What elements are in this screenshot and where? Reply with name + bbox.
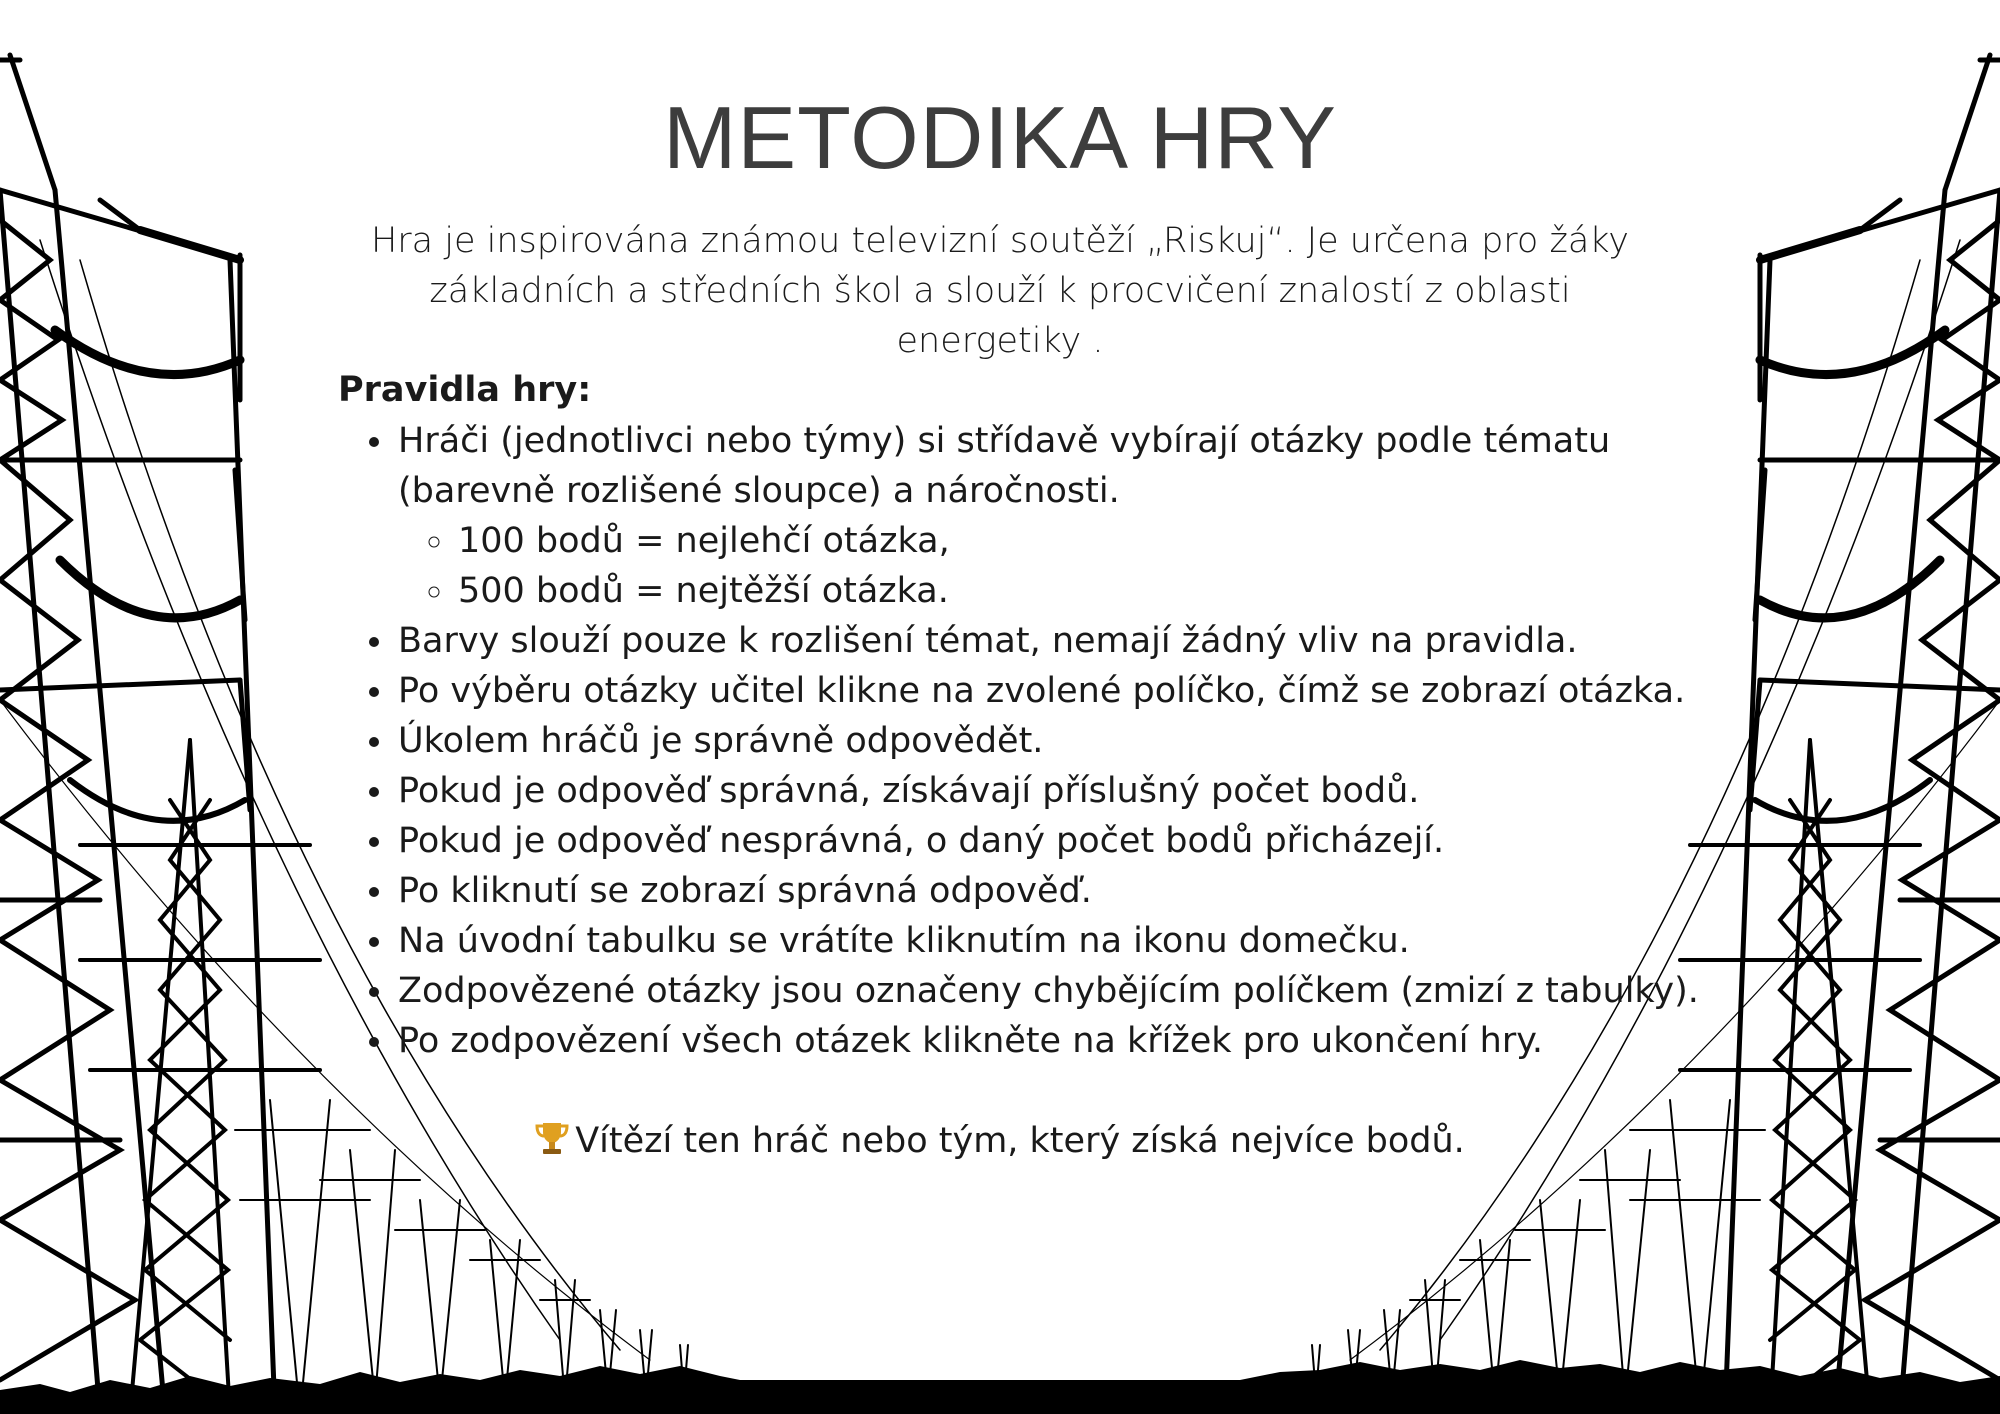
- winner-text: Vítězí ten hráč nebo tým, který získá nejvíce bodů.: [575, 1121, 1465, 1161]
- points-sublist: [398, 516, 1726, 616]
- list-item: ◦ 100 bodů = nejlehčí otázka,: [456, 516, 1726, 566]
- list-item: • Barvy slouží pouze k rozlišení témat, nemají žádný vliv na pravidla.: [396, 616, 1726, 666]
- list-item: • Úkolem hráčů je správně odpovědět.: [396, 716, 1726, 766]
- list-item: • Po kliknutí se zobrazí správná odpověď.: [396, 866, 1726, 916]
- rules-heading: Pravidla hry:: [338, 370, 592, 410]
- trophy-icon: [535, 1120, 569, 1170]
- list-item: • Na úvodní tabulku se vrátíte kliknutím na ikonu domečku.: [396, 916, 1726, 966]
- list-item: ◦ 500 bodů = nejtěžší otázka.: [456, 566, 1726, 616]
- rules-list: [338, 416, 1726, 1066]
- list-item: • Pokud je odpověď nesprávná, o daný počet bodů přicházejí.: [396, 816, 1726, 866]
- rule-text: Hráči (jednotlivci nebo týmy) si střídavě vybírají otázky podle tématu (barevně rozlišené sloupce) a náročnosti.: [398, 421, 1611, 511]
- winner-line: [0, 1116, 2000, 1170]
- list-item: • Po výběru otázky učitel klikne na zvolené políčko, čímž se zobrazí otázka.: [396, 666, 1726, 716]
- list-item: • Pokud je odpověď správná, získávají příslušný počet bodů.: [396, 766, 1726, 816]
- list-item: • Zodpovězené otázky jsou označeny chybějícím políčkem (zmizí z tabulky).: [396, 966, 1726, 1016]
- intro-paragraph: Hra je inspirována známou televizní soutěží „Riskuj“. Je určena pro žáky základních a středních škol a slouží k procvičení znalostí z oblasti energetiky .: [370, 221, 1630, 361]
- list-item: [396, 416, 1726, 616]
- page-title: METODIKA HRY: [663, 88, 1337, 187]
- list-item: • Po zodpovězení všech otázek klikněte na křížek pro ukončení hry.: [396, 1016, 1726, 1066]
